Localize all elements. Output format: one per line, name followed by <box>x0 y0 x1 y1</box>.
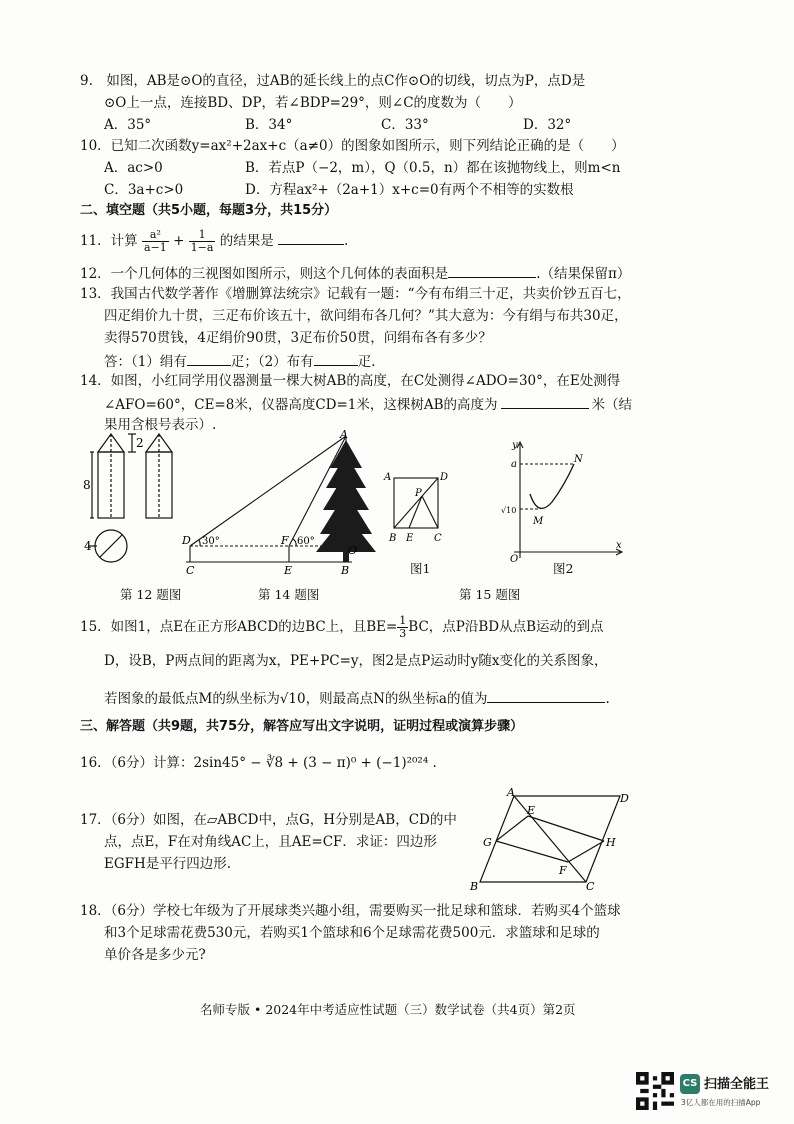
page-footer: 名师专版 • 2024年中考适应性试题（三）数学试卷（共4页）第2页 <box>200 1002 576 1017</box>
q15-line2: D，设B，P两点间的距离为x，PE+PC=y，图2是点P运动时y随x变化的关系图象， <box>104 653 608 669</box>
fig17-label-h: H <box>606 836 616 849</box>
fig17-label-a: A <box>507 786 515 799</box>
q16: 16．（6分）计算：2sin45° − ∛8 + (3 − π)⁰ + (−1)²⁰²⁴ . <box>80 755 437 771</box>
q13-answer <box>104 351 375 371</box>
camscanner-name: 扫描全能王 <box>704 1077 770 1092</box>
fig14-label-a: A <box>340 428 348 441</box>
fig15-2-label-m: M <box>533 516 544 527</box>
q10-option-c: C．3a+c>0 <box>104 182 184 198</box>
fig14-label-e: E <box>284 564 293 576</box>
camscanner-tagline: 3亿人都在用的扫描App <box>681 1098 761 1107</box>
q14-line2b: 米（结 <box>591 397 633 413</box>
fig15-2-label-y: y <box>512 440 518 451</box>
q15-answer-blank[interactable] <box>487 688 605 703</box>
fig15-2-label-n: N <box>574 454 583 465</box>
fig14-label-f: F <box>281 534 289 547</box>
fig14-tree-measurement <box>180 426 380 576</box>
q13-line2: 四疋绢价九十贯，三疋布价该五十，欲问绢布各几何？”其大意为：今有绢与布共30疋， <box>104 308 628 324</box>
q9-option-b: B．34° <box>245 117 293 133</box>
q10-option-b: B．若点P（−2，m），Q（0.5，n）都在该抛物线上，则m<n <box>245 160 621 176</box>
fig15-2-label-x: x <box>616 540 622 551</box>
q10-option-a: A．ac>0 <box>104 160 163 176</box>
q9-option-a: A．35° <box>104 117 152 133</box>
fig15-1-label-d: D <box>440 472 449 483</box>
fig14-angle-60: 60° <box>297 536 315 547</box>
fig17-parallelogram <box>470 786 640 896</box>
q12-text: 12．一个几何体的三视图如图所示，则这个几何体的表面积是 <box>80 266 449 282</box>
q17-line1: 17．（6分）如图，在▱ABCD中，点G，H分别是AB，CD的中 <box>80 812 457 828</box>
q11 <box>80 226 348 256</box>
fig14-label-b: B <box>341 564 350 576</box>
section-2-heading: 二、填空题（共5小题，每题3分，共15分） <box>80 203 338 218</box>
q11-prefix: 11．计算 <box>80 233 138 249</box>
q15-line3 <box>104 688 610 708</box>
q15-line1b: BC，点P沿BD从点B运动的到点 <box>408 619 604 635</box>
q14-answer-blank[interactable] <box>501 394 589 409</box>
q14-line2 <box>104 394 632 414</box>
q12-end: .（结果保留π） <box>536 266 631 282</box>
q11-fraction-2: $\frac{1}{1-a}$ <box>190 228 214 254</box>
q10-line1: 10．已知二次函数y=ax²+2ax+c（a≠0）的图象如图所示，则下列结论正确的是（ ） <box>80 138 625 154</box>
fig15-caption: 第 15 题图 <box>459 587 521 602</box>
q15-line3a: 若图象的最低点M的纵坐标为√10，则最高点N的纵坐标a的值为 <box>104 691 488 707</box>
fig14-label-c: C <box>186 564 195 576</box>
fig15-figure1-square <box>382 466 452 546</box>
fig15-2-label-o: O <box>510 554 519 565</box>
fig15-2-label-a: a <box>511 459 517 470</box>
fig17-label-b: B <box>470 880 479 893</box>
fig14-label-d: D <box>182 534 191 547</box>
q9-option-d: D．32° <box>523 117 572 133</box>
section-3-heading: 三、解答题（共9题，共75分，解答应写出文字说明，证明过程或演算步骤） <box>80 719 524 734</box>
q13-blank-1[interactable] <box>187 351 231 366</box>
fig15-1-label-e: E <box>406 533 414 544</box>
fig12-caption: 第 12 题图 <box>120 587 182 602</box>
q15-line3b: . <box>605 691 610 707</box>
fig14-angle-30: 30° <box>202 536 220 547</box>
q10-option-d: D．方程ax²+（2a+1）x+c=0有两个不相等的实数根 <box>245 182 574 198</box>
q11-plus: + <box>173 233 185 249</box>
q9-option-c: C．33° <box>381 117 429 133</box>
q18-line3: 单价各是多少元? <box>104 947 206 963</box>
q14-line1: 14．如图，小红同学用仪器测量一棵大树AB的高度，在C处测得∠ADO=30°，在E处测得 <box>80 373 621 389</box>
fig14-label-o: O <box>348 544 358 557</box>
q15-line1a: 15．如图1，点E在正方形ABCD的边BC上，且BE= <box>80 619 398 635</box>
q13-blank-2[interactable] <box>314 351 358 366</box>
q17-line3: EGFH是平行四边形. <box>104 856 232 872</box>
q13-line3: 卖得570贯钱，4疋绢价90贯，3疋布价50贯，问绢布各有多少？ <box>104 330 492 346</box>
q14-line3: 果用含根号表示）. <box>104 417 217 433</box>
fig17-label-d: D <box>620 792 629 805</box>
fig15-1-label-c: C <box>434 533 442 544</box>
q11-suffix: 的结果是 <box>219 233 274 249</box>
q13-answer-a: 答：（1）绢有 <box>104 354 187 370</box>
fig12-dim-side: 8 <box>83 478 91 492</box>
q13-answer-c: 疋. <box>357 354 376 370</box>
q12 <box>80 263 630 283</box>
fig15-2-root: √10 <box>501 506 517 515</box>
q18-line1: 18．（6分）学校七年级为了开展球类兴趣小组，需要购买一批足球和篮球．若购买4个篮球 <box>80 903 621 919</box>
fig15-1-label-a: A <box>384 472 392 483</box>
q13-line1: 13．我国古代数学著作《增删算法统宗》记载有一题：“今有布绢三十疋，共卖价钞五百七， <box>80 286 631 302</box>
fig17-label-e: E <box>527 804 536 817</box>
q9-line2: ⊙O上一点，连接BD、DP，若∠BDP=29°，则∠C的度数为（ ） <box>104 95 522 111</box>
fig12-dim-circle: 4 <box>84 539 92 553</box>
fig15-figure2-graph <box>500 436 630 566</box>
q18-line2: 和3个足球需花费530元，若购买1个篮球和6个足球需花费500元．求篮球和足球的 <box>104 925 600 941</box>
q13-answer-b: 疋；（2）布有 <box>230 354 314 370</box>
q15-fraction: $\frac{1}{3}$ <box>399 614 407 640</box>
q9-line1: 9. 如图，AB是⊙O的直径，过AB的延长线上的点C作⊙O的切线，切点为P，点D是 <box>80 73 586 89</box>
fig12-dim-top: 2 <box>136 436 144 450</box>
q15-line1 <box>80 612 604 642</box>
fig17-label-f: F <box>559 864 567 877</box>
q14-line2a: ∠AFO=60°，CE=8米，仪器高度CD=1米，这棵树AB的高度为 <box>104 397 498 413</box>
fig15-1-caption: 图1 <box>410 561 431 576</box>
fig14-caption: 第 14 题图 <box>258 587 320 602</box>
q11-end: . <box>344 233 349 249</box>
q17-line2: 点，点E，F在对角线AC上，且AE=CF．求证：四边形 <box>104 834 437 850</box>
fig15-2-caption: 图2 <box>553 561 574 576</box>
q11-answer-blank[interactable] <box>278 230 344 245</box>
q11-fraction-1: $\frac{\text{a²}}{a-1}$ <box>143 228 167 254</box>
qr-code-icon <box>636 1072 674 1110</box>
fig17-label-c: C <box>586 880 595 893</box>
fig17-label-g: G <box>483 836 492 849</box>
camscanner-logo: CS <box>680 1074 700 1094</box>
q12-answer-blank[interactable] <box>448 263 536 278</box>
fig15-1-label-b: B <box>389 533 397 544</box>
fig15-1-label-p: P <box>415 488 422 499</box>
